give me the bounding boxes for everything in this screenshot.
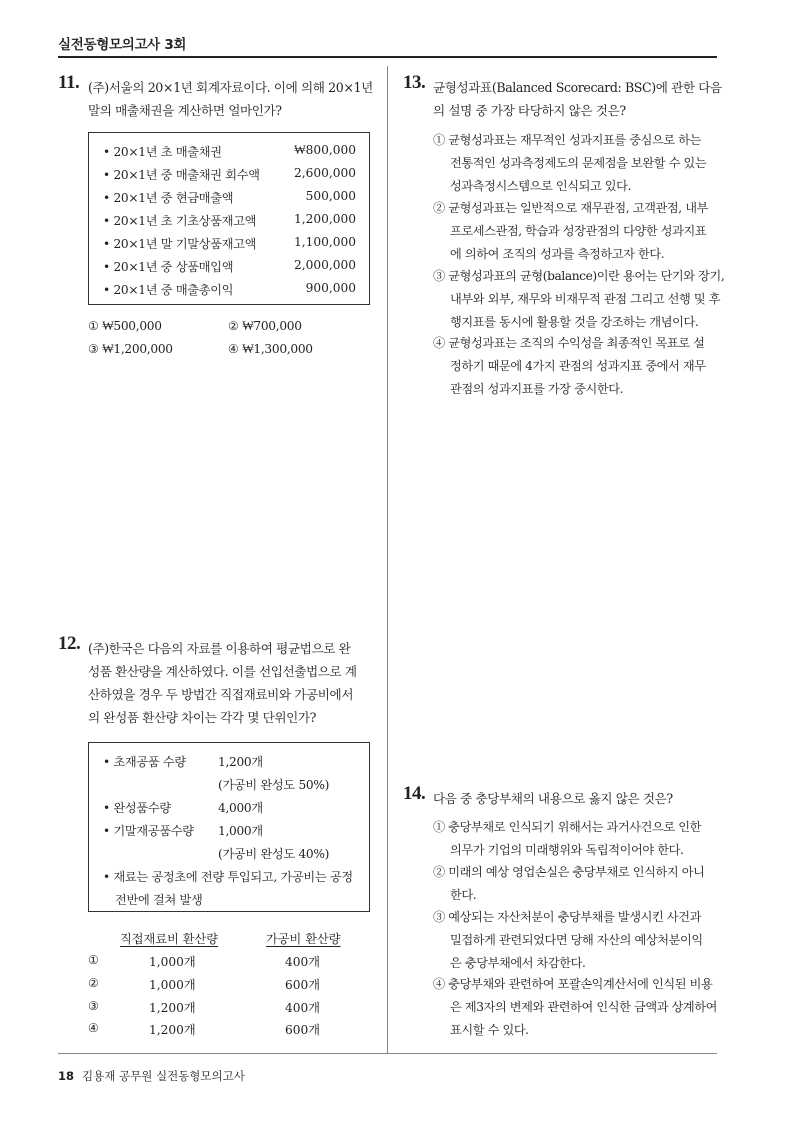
question-line: (주)서울의 20×1년 회계자료이다. 이에 의해 20×1년 — [88, 80, 373, 95]
box-row-label: • 기말재공품수량 — [103, 824, 194, 838]
data-box — [88, 132, 370, 305]
question-line: 의 완성품 환산량 차이는 각각 몇 단위인가? — [88, 710, 316, 725]
option-2[interactable] — [433, 861, 704, 907]
page-header: 실전동형모의고사 3회 — [58, 37, 187, 53]
option-line: ④ 균형성과표는 조직의 수익성을 최종적인 목표로 설 — [433, 336, 705, 350]
page-footer — [58, 1068, 245, 1084]
option-line: 전통적인 성과측정제도의 문제점을 보완할 수 있는 — [450, 155, 707, 170]
choice-3[interactable]: ③ ₩1,200,000 — [88, 342, 173, 356]
option-line: ② 균형성과표는 일반적으로 재무관점, 고객관점, 내부 — [433, 201, 708, 215]
table-cell: 1,200개 — [149, 1001, 196, 1015]
question-line: 의 설명 중 가장 타당하지 않은 것은? — [433, 103, 626, 118]
box-row-label: • 완성품수량 — [103, 801, 171, 815]
question-line: 말의 매출채권을 계산하면 얼마인가? — [88, 103, 282, 118]
table-header: 직접재료비 환산량 — [120, 932, 219, 946]
box-row-note: (가공비 완성도 50%) — [218, 778, 330, 792]
option-line: 행지표를 동시에 활용할 것을 강조하는 개념이다. — [450, 314, 699, 329]
option-1[interactable] — [433, 129, 706, 197]
option-line: 관점의 성과지표를 가장 중시한다. — [450, 381, 624, 396]
box-row-label: • 20×1년 초 기초상품재고액 — [103, 214, 257, 228]
header-rule — [58, 56, 717, 58]
choice-2[interactable]: ② ₩700,000 — [228, 319, 302, 333]
table-cell: 1,000개 — [149, 955, 196, 969]
box-row-label: • 20×1년 중 매출총이익 — [103, 283, 234, 297]
option-3[interactable] — [433, 906, 703, 974]
question-number: 12. — [58, 633, 81, 654]
question-number: 13. — [403, 72, 426, 93]
question-line: (주)한국은 다음의 자료를 이용하여 평균법으로 완 — [88, 641, 351, 656]
column-divider — [387, 66, 388, 1053]
option-4[interactable] — [433, 332, 706, 400]
option-line: ② 미래의 예상 영업손실은 충당부채로 인식하지 아니 — [433, 865, 705, 879]
box-row-value: 500,000 — [305, 189, 356, 203]
choice-4[interactable]: ④ ₩1,300,000 — [228, 342, 313, 356]
table-cell: 600개 — [285, 978, 321, 992]
box-row-value: ₩800,000 — [294, 143, 356, 157]
table-cell: 1,000개 — [149, 978, 196, 992]
box-row-note: (가공비 완성도 40%) — [218, 847, 330, 861]
option-1[interactable] — [433, 816, 701, 862]
table-cell: 400개 — [285, 1001, 321, 1015]
option-line: 정하기 때문에 4가지 관점의 성과지표 중에서 재무 — [450, 358, 706, 373]
option-line: 의무가 기업의 미래행위와 독립적이어야 한다. — [450, 842, 684, 857]
option-line: 은 충당부채에서 차감한다. — [450, 955, 586, 970]
table-cell: 1,200개 — [149, 1023, 196, 1037]
box-row-value: 1,200,000 — [293, 212, 356, 226]
question-12 — [58, 633, 376, 732]
question-line: 성품 환산량을 계산하였다. 이를 선입선출법으로 계 — [88, 664, 357, 679]
table-cell: 600개 — [285, 1023, 321, 1037]
box-row-note: • 재료는 공정초에 전량 투입되고, 가공비는 공정 — [103, 870, 353, 884]
footer-rule — [58, 1053, 717, 1054]
box-row-value: 1,200개 — [218, 755, 263, 769]
page-number: 18 — [58, 1069, 75, 1083]
option-line: ③ 예상되는 자산처분이 충당부채를 발생시킨 사건과 — [433, 910, 701, 924]
box-row-label: • 20×1년 중 매출채권 회수액 — [103, 168, 260, 182]
question-number: 14. — [403, 783, 426, 804]
box-row-label: • 초재공품 수량 — [103, 755, 186, 769]
box-row-label: • 20×1년 말 기말상품재고액 — [103, 237, 257, 251]
table-header: 가공비 환산량 — [266, 932, 341, 946]
box-row-label: • 20×1년 중 현금매출액 — [103, 191, 234, 205]
question-number: 11. — [58, 72, 80, 93]
option-4[interactable] — [433, 973, 717, 1041]
question-text — [433, 76, 722, 122]
box-row-value: 900,000 — [305, 281, 356, 295]
option-3[interactable] — [433, 265, 724, 333]
book-title: 김용재 공무원 실전동형모의고사 — [82, 1069, 245, 1083]
question-13 — [403, 72, 722, 126]
option-line: 은 제3자의 변제와 관련하여 인식한 금액과 상계하여 — [450, 999, 718, 1014]
answer-mark[interactable]: ③ — [88, 999, 99, 1013]
question-text — [88, 637, 357, 729]
question-line: 균형성과표(Balanced Scorecard: BSC)에 관한 다음 — [433, 80, 722, 95]
option-line: 한다. — [450, 887, 477, 902]
option-line: 프로세스관점, 학습과 성장관점의 다양한 성과지표 — [450, 223, 707, 238]
answer-mark[interactable]: ② — [88, 976, 99, 990]
answer-mark[interactable]: ① — [88, 953, 99, 967]
question-line: 다음 중 충당부채의 내용으로 옳지 않은 것은? — [433, 791, 673, 806]
question-14 — [403, 783, 721, 813]
box-row-value: 2,000,000 — [293, 258, 356, 272]
option-line: 성과측정시스템으로 인식되고 있다. — [450, 178, 632, 193]
data-box — [88, 742, 370, 912]
choice-1[interactable]: ① ₩500,000 — [88, 319, 162, 333]
option-2[interactable] — [433, 197, 708, 265]
box-row-note: 전반에 걸쳐 발생 — [115, 893, 203, 907]
option-line: ④ 충당부채와 관련하여 포괄손익계산서에 인식된 비용 — [433, 977, 713, 991]
option-line: 내부와 외부, 재무와 비재무적 관점 그리고 선행 및 후 — [450, 291, 721, 306]
question-text — [433, 787, 673, 810]
question-text — [88, 76, 373, 122]
option-line: 밀접하게 관련되었다면 당해 자산의 예상처분이익 — [450, 932, 703, 947]
option-line: 표시할 수 있다. — [450, 1022, 529, 1037]
option-line: ① 충당부채로 인식되기 위해서는 과거사건으로 인한 — [433, 820, 701, 834]
option-line: 에 의하여 조직의 성과를 측정하고자 한다. — [450, 246, 665, 261]
table-cell: 400개 — [285, 955, 321, 969]
box-row-value: 1,000개 — [218, 824, 263, 838]
box-row-label: • 20×1년 중 상품매입액 — [103, 260, 234, 274]
option-line: ① 균형성과표는 재무적인 성과지표를 중심으로 하는 — [433, 133, 701, 147]
question-line: 산하였을 경우 두 방법간 직접재료비와 가공비에서 — [88, 687, 354, 702]
box-row-value: 2,600,000 — [293, 166, 356, 180]
box-row-value: 4,000개 — [218, 801, 263, 815]
box-row-label: • 20×1년 초 매출채권 — [103, 145, 222, 159]
option-line: ③ 균형성과표의 균형(balance)이란 용어는 단기와 장기, — [433, 269, 725, 283]
answer-mark[interactable]: ④ — [88, 1021, 99, 1035]
box-row-value: 1,100,000 — [293, 235, 356, 249]
